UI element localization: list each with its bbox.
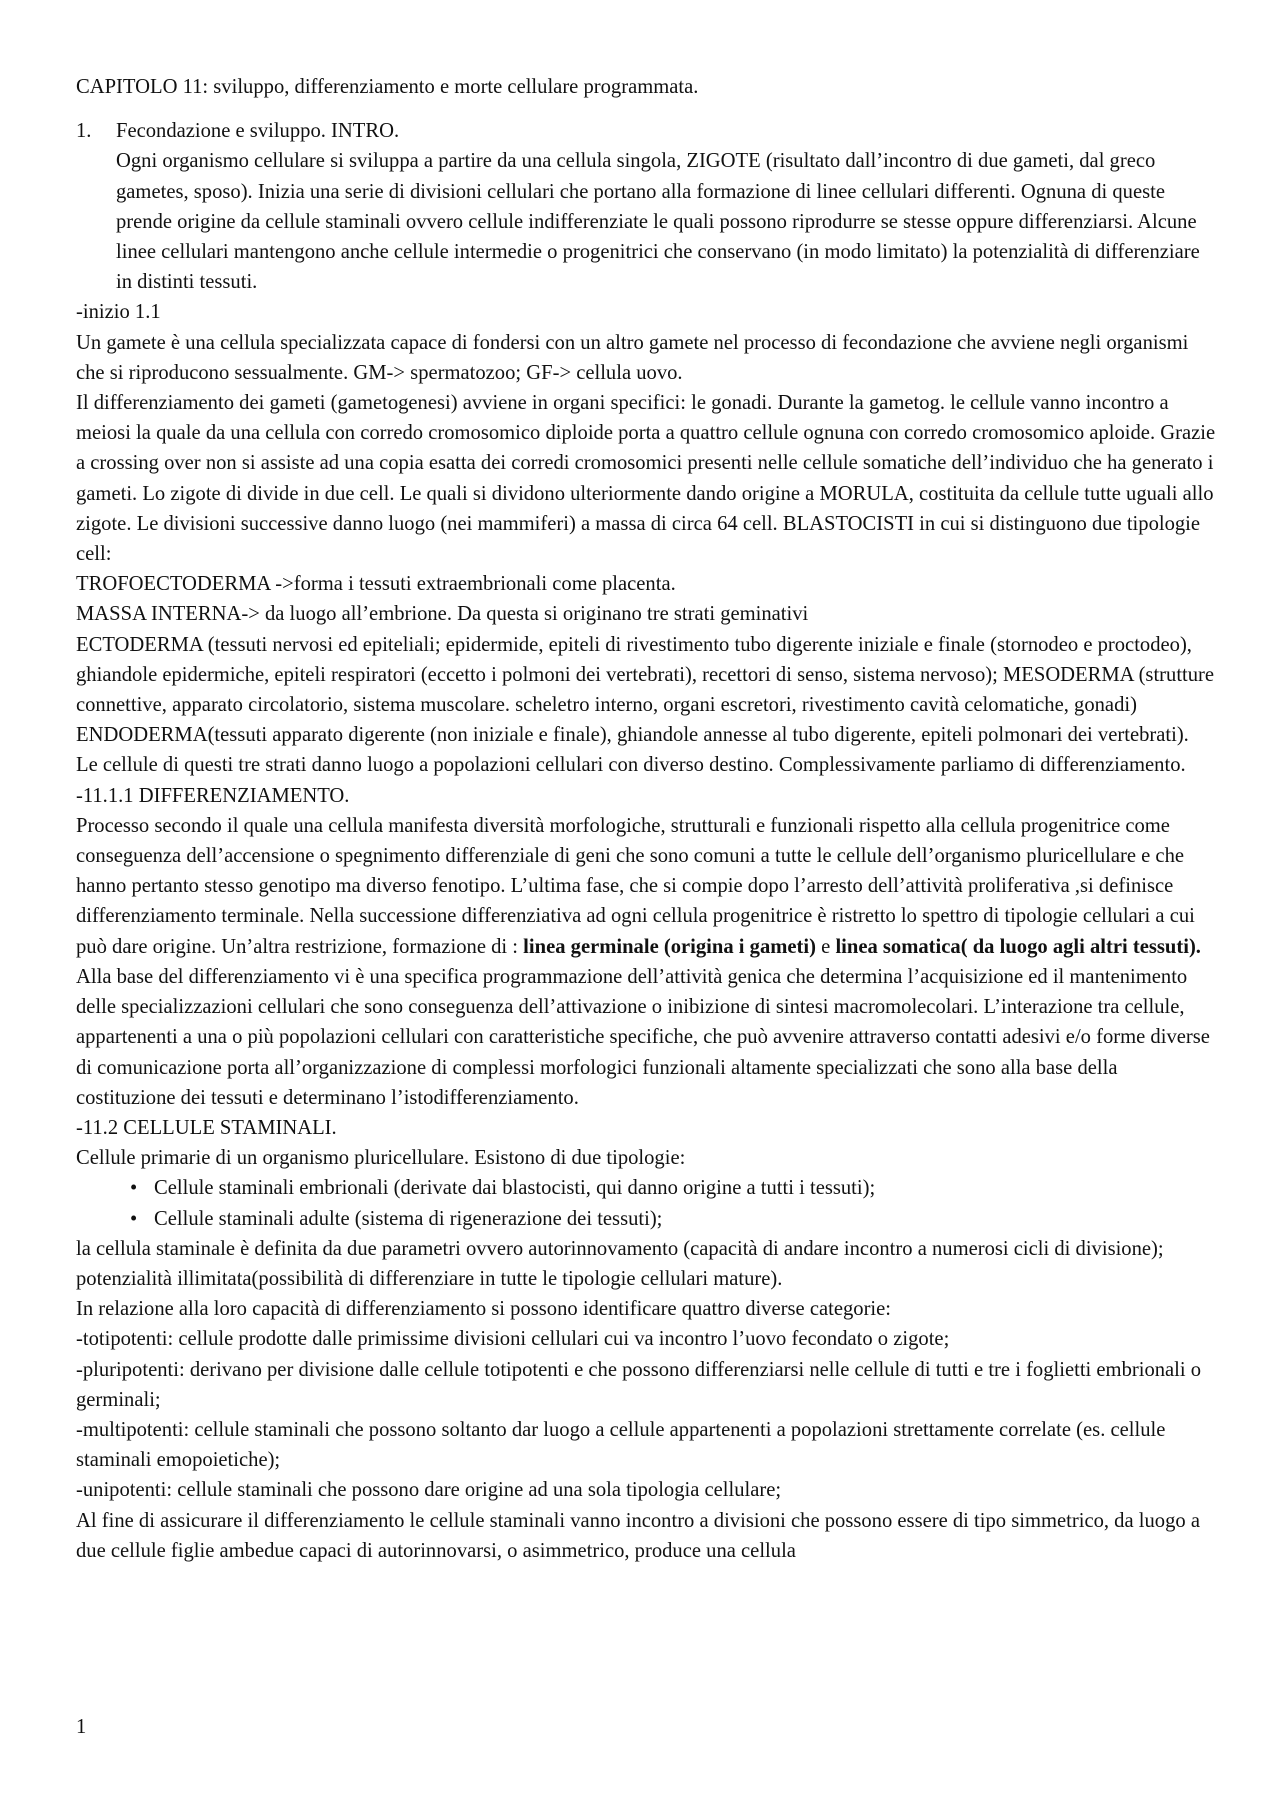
bullet-mark: • (130, 1207, 138, 1230)
paragraph-tipologie: Cellule primarie di un organismo pluricellulare. Esistono di due tipologie: (76, 1147, 686, 1170)
section-intro-text: Ogni organismo cellulare si sviluppa a partire da una cellula singola, ZIGOTE (risultato dall’incontro di due gameti, dal greco gametes, sposo). Inizia una serie di divisioni cellulari che portano alla formazione di linee cellulari differenti. Ognuna di queste prende origine da cellule staminali ovvero cellule indifferenziate le quali possono riprodurre se stesse oppure differenziarsi. Alcune linee cellulari mantengono anche cellule intermedie o progenitrici che conservano (in modo limitato) la potenzialità di differenziare in distinti tessuti. (116, 150, 1200, 294)
paragraph-totipotenti: -totipotenti: cellule prodotte dalle primissime divisioni cellulari cui va incontro l’uovo fecondato o zigote; (76, 1328, 950, 1351)
paragraph-unipotenti: -unipotenti: cellule staminali che possono dare origine ad una sola tipologia cellulare; (76, 1479, 782, 1502)
heading-cellule-staminali: -11.2 CELLULE STAMINALI. (76, 1116, 337, 1139)
paragraph-pluripotenti: -pluripotenti: derivano per divisione dalle cellule totipotenti e che possono differenziarsi nelle cellule di tutti e tre i foglietti embrionali o germinali; (76, 1358, 1202, 1411)
paragraph-gamete: Un gamete è una cellula specializzata capace di fondersi con un altro gamete nel processo di fecondazione che avviene negli organismi che si riproducono sessualmente. GM-> spermatozoo; GF-> cellula uovo. (76, 331, 1189, 384)
numbered-section (76, 116, 1216, 297)
paragraph-massa-interna: MASSA INTERNA-> da luogo all’embrione. Da questa si originano tre strati geminativi (76, 603, 809, 626)
page-content (76, 72, 1216, 1566)
paragraph-gametogenesi: Il differenziamento dei gameti (gametogenesi) avviene in organi specifici: le gonadi. Durante la gametog. le cellule vanno incontro a meiosi la quale da una cellula con corredo cromosomico diploide porta a quattro cellule ognuna con corredo cromosomico aploide. Grazie a crossing over non si assiste ad una copia esatta dei corredi cromosomici presenti nelle cellule somatiche dell’individuo che ha generato i gameti. Lo zigote di divide in due cell. Le quali si dividono ulteriormente dando origine a MORULA, costituita da cellule tutte uguali allo zigote. Le divisioni successive danno luogo (nei mammiferi) a massa di circa 64 cell. BLASTOCISTI in cui si distinguono due tipologie cell: (76, 392, 1216, 566)
bullet-item (76, 1204, 1216, 1234)
bold-linea-germinale: linea germinale (origina i gameti) (523, 935, 816, 958)
paragraph-parametri: la cellula staminale è definita da due parametri ovvero autorinnovamento (capacità di andare incontro a numerosi cicli di divisione); potenzialità illimitata(possibilità di differenziare in tutte le tipologie cellulari mature). (76, 1237, 1164, 1290)
paragraph-programmazione: Alla base del differenziamento vi è una specifica programmazione dell’attività genica che determina l’acquisizione ed il mantenimento delle specializzazioni cellulari che sono conseguenza dell’attivazione o inibizione di sintesi macromolecolari. L’interazione tra cellule, appartenenti a una o più popolazioni cellulari con caratteristiche specifiche, che può avvenire attraverso contatti adesivi e/o forme diverse di comunicazione porta all’organizzazione di complessi morfologici funzionali altamente specializzati che sono alla base della costituzione dei tessuti e determinano l’istodifferenziamento. (76, 965, 1210, 1109)
paragraph-inizio: -inizio 1.1 (76, 301, 161, 324)
paragraph-categorie: In relazione alla loro capacità di differenziamento si possono identificare quattro diverse categorie: (76, 1298, 892, 1321)
paragraph-processo (76, 811, 1216, 962)
chapter-title: CAPITOLO 11: sviluppo, differenziamento e morte cellulare programmata. (76, 76, 699, 98)
heading-differenziamento: -11.1.1 DIFFERENZIAMENTO. (76, 784, 350, 807)
paragraph-processo-text: Processo secondo il quale una cellula manifesta diversità morfologiche, strutturali e funzionali rispetto alla cellula progenitrice come conseguenza dell’accensione o spegnimento differenziale di geni che sono comuni a tutte le cellule dell’organismo pluricellulare e che hanno pertanto stesso genotipo ma diverso fenotipo. L’ultima fase, che si compie dopo l’arresto dell’attività proliferativa ,si definisce differenziamento terminale. Nella successione differenziativa ad ogni cellula progenitrice è ristretto lo spettro di tipologie cellulari a cui può dare origine. Un’altra restrizione, formazione di : (76, 814, 1195, 958)
bold-linea-somatica: linea somatica( da luogo agli altri tessuti). (835, 935, 1201, 958)
bullet-text: Cellule staminali embrionali (derivate dai blastocisti, qui danno origine a tutti i tessuti); (154, 1177, 876, 1200)
paragraph-strati: ECTODERMA (tessuti nervosi ed epiteliali; epidermide, epiteli di rivestimento tubo digerente iniziale e finale (stornodeo e proctodeo), ghiandole epidermiche, epiteli respiratori (eccetto i polmoni dei vertebrati), recettori di senso, sistema nervoso); MESODERMA (strutture connettive, apparato circolatorio, sistema muscolare. scheletro interno, organi escretori, rivestimento cavità celomatiche, gonadi) ENDODERMA(tessuti apparato digerente (non iniziale e finale), ghiandole annesse al tubo digerente, epiteli polmonari dei vertebrati). (76, 633, 1215, 747)
bullet-text: Cellule staminali adulte (sistema di rigenerazione dei tessuti); (154, 1207, 663, 1230)
bullet-mark: • (130, 1177, 138, 1200)
paragraph-destino: Le cellule di questi tre strati danno luogo a popolazioni cellulari con diverso destino. Complessivamente parliamo di differenziamento. (76, 754, 1186, 777)
conjunction-text: e (816, 935, 836, 958)
section-number: 1. (76, 120, 92, 143)
paragraph-trofoectoderma: TROFOECTODERMA ->forma i tessuti extraembrionali come placenta. (76, 573, 676, 596)
paragraph-multipotenti: -multipotenti: cellule staminali che possono soltanto dar luogo a cellule appartenenti a popolazioni strettamente correlate (es. cellule staminali emopoietiche); (76, 1418, 1166, 1472)
bullet-item (76, 1173, 1216, 1203)
page-number: 1 (76, 1716, 87, 1738)
section-heading: Fecondazione e sviluppo. INTRO. (116, 120, 400, 143)
paragraph-divisioni: Al fine di assicurare il differenziamento le cellule staminali vanno incontro a divisioni che possono essere di tipo simmetrico, da luogo a due cellule figlie ambedue capaci di autorinnovarsi, o asimmetrico, produce una cellula (76, 1509, 1200, 1562)
section-body (116, 116, 1216, 297)
